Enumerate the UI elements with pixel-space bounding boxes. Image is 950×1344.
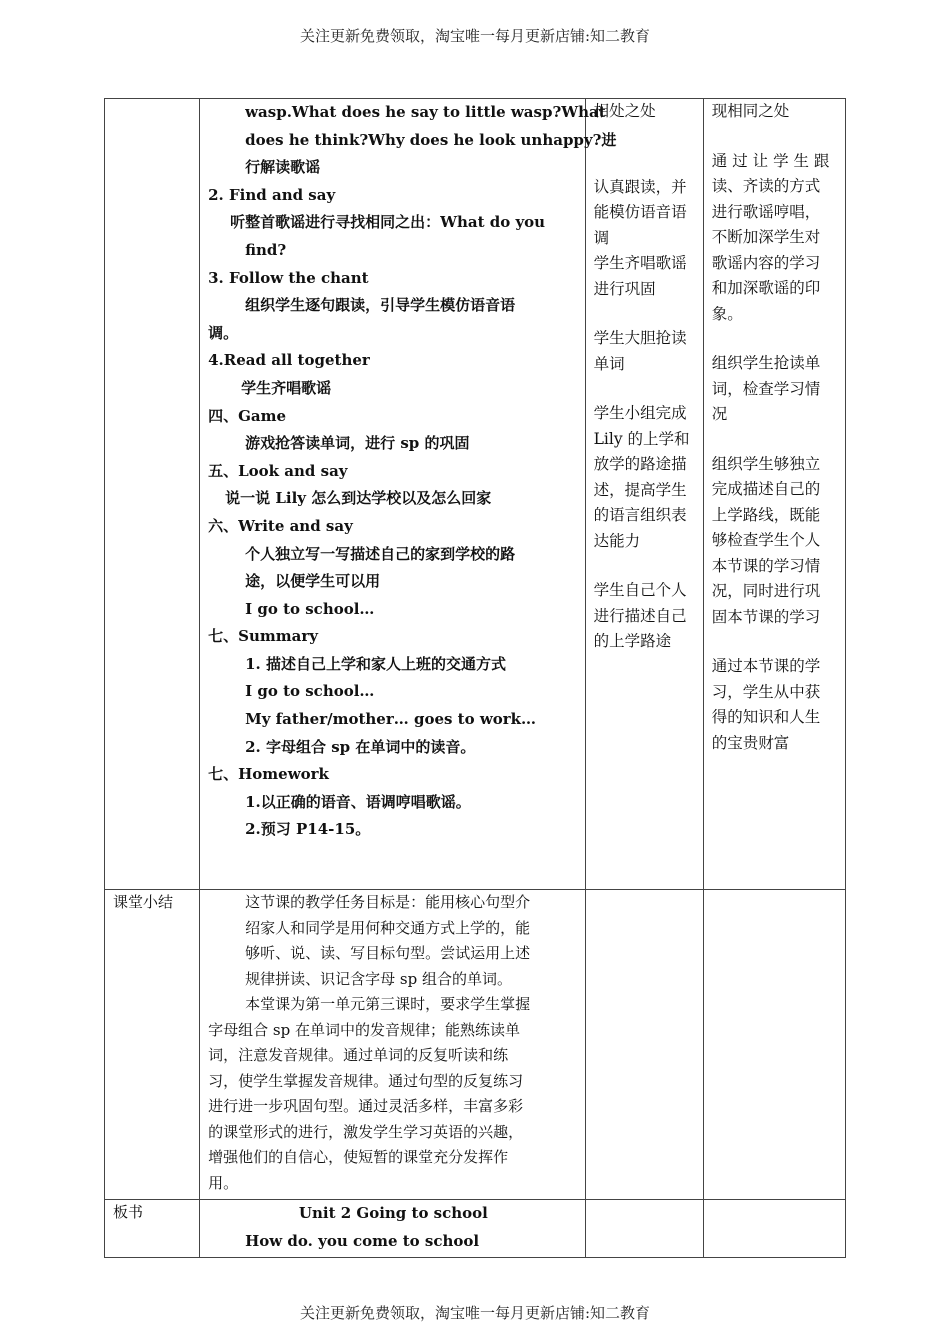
- process-line: 调。: [208, 323, 239, 342]
- student-line: 达能力: [593, 531, 641, 550]
- intent-line: 上学路线，既能: [711, 505, 821, 524]
- process-line: I go to school…: [245, 682, 375, 701]
- intent-line: 组织学生够独立: [711, 454, 821, 473]
- intent-line: 象。: [711, 304, 743, 323]
- intent-line: 现相同之处: [711, 102, 790, 120]
- process-line: 2.预习 P14-15。: [245, 820, 371, 839]
- process-heading: 五、Look and say: [208, 461, 348, 480]
- intent-line: 习，学生从中获: [711, 682, 821, 701]
- summary-line: 习，使学生掌握发音规律。通过句型的反复练习: [208, 1071, 524, 1090]
- student-line: 进行描述自己: [593, 606, 687, 625]
- intent-line: 读、齐读的方式: [711, 177, 821, 195]
- intent-line: 组织学生抢读单: [711, 354, 821, 372]
- process-line: find?: [245, 240, 287, 259]
- student-line: 的语言组织表: [593, 506, 687, 524]
- process-heading: 四、Game: [208, 406, 287, 425]
- process-line: does he think?Why does he look unhappy?进: [245, 130, 617, 149]
- summary-empty-cell: [585, 890, 703, 1200]
- student-activity-cell: [585, 99, 703, 890]
- student-line: 进行巩固: [593, 279, 656, 298]
- process-line: 说一说 Lily 怎么到达学校以及怎么回家: [225, 489, 492, 508]
- summary-line: 字母组合 sp 在单词中的发音规律；能熟练读单: [208, 1020, 520, 1039]
- student-line: 放学的路途描: [593, 455, 687, 473]
- board-title: Unit 2 Going to school: [298, 1204, 488, 1222]
- process-heading: 4.Read all together: [208, 351, 370, 370]
- process-line: I go to school…: [245, 599, 375, 618]
- lesson-plan-table: [104, 98, 846, 1258]
- process-line: My father/mother… goes to work…: [245, 710, 537, 729]
- intent-line: 完成描述自己的: [711, 480, 821, 498]
- intent-line: 不断加深学生对: [711, 228, 821, 246]
- process-line: wasp.What does he say to little wasp?What: [245, 103, 606, 121]
- summary-line: 词，注意发音规律。通过单词的反复听读和练: [208, 1046, 509, 1064]
- intent-line: 得的知识和人生: [711, 708, 821, 726]
- student-line: Lily 的上学和: [593, 429, 690, 448]
- process-line: 2. 字母组合 sp 在单词中的读音。: [245, 737, 476, 756]
- student-line: 述，提高学生: [593, 480, 687, 499]
- student-line: 单词: [593, 354, 625, 373]
- page-header: 关注更新免费领取，淘宝唯一每月更新店铺:知二教育: [299, 27, 651, 45]
- process-line: 听整首歌谣进行寻找相同之出：What do you: [230, 213, 546, 232]
- summary-line: 够听、说、读、写目标句型。尝试运用上述: [245, 944, 531, 962]
- process-line: 游戏抢答读单词，进行 sp 的巩固: [245, 434, 470, 453]
- process-heading: 2. Find and say: [208, 185, 336, 204]
- process-line: 组织学生逐句跟读，引导学生模仿语音语: [245, 296, 516, 315]
- process-heading: 七、Homework: [208, 765, 329, 784]
- design-intent-cell: [703, 99, 845, 890]
- page-footer: 关注更新免费领取，淘宝唯一每月更新店铺:知二教育: [299, 1304, 651, 1322]
- board-empty-cell: [703, 1200, 845, 1258]
- summary-line: 增强他们的自信心，使短暂的课堂充分发挥作: [208, 1148, 509, 1166]
- student-line: 调: [593, 228, 610, 247]
- process-heading: 七、Summary: [208, 627, 318, 646]
- summary-line: 本堂课为第一单元第三课时，要求学生掌握: [245, 995, 531, 1013]
- student-line: 学生大胆抢读: [593, 329, 687, 347]
- process-heading: 3. Follow the chant: [208, 268, 369, 287]
- summary-line: 用。: [208, 1173, 239, 1192]
- process-row: [105, 99, 846, 890]
- intent-line: 歌谣内容的学习: [711, 253, 821, 272]
- summary-empty-cell: [703, 890, 845, 1200]
- intent-line: 况: [711, 405, 728, 423]
- student-line: 学生齐唱歌谣: [593, 254, 687, 272]
- process-line: 行解读歌谣: [245, 158, 321, 177]
- intent-line: 够检查学生个人: [711, 531, 821, 549]
- summary-line: 这节课的教学任务目标是：能用核心句型介: [245, 893, 531, 911]
- board-empty-cell: [585, 1200, 703, 1258]
- summary-row: [105, 890, 846, 1200]
- student-line: 能模仿语音语: [593, 203, 687, 221]
- summary-line: 绍家人和同学是用何种交通方式上学的，能: [245, 918, 531, 937]
- student-line: 学生小组完成: [593, 404, 687, 422]
- summary-label-cell: [105, 890, 200, 1200]
- intent-line: 本节课的学习情: [711, 556, 821, 575]
- board-line: How do. you come to school: [245, 1231, 480, 1250]
- student-line: 相处之处: [593, 102, 656, 120]
- summary-label: 课堂小结: [113, 893, 174, 911]
- process-line: 1.以正确的语音、语调哼唱歌谣。: [245, 792, 471, 811]
- process-line: 途，以便学生可以用: [245, 572, 381, 591]
- intent-line: 固本节课的学习: [711, 607, 821, 626]
- process-line: 1. 描述自己上学和家人上班的交通方式: [245, 654, 507, 673]
- summary-text-cell: [200, 890, 586, 1200]
- summary-line: 的课堂形式的进行，激发学生学习英语的兴趣，: [208, 1122, 524, 1141]
- process-line: 学生齐唱歌谣: [241, 378, 332, 397]
- intent-line: 通过本节课的学: [711, 657, 821, 675]
- intent-line: 词，检查学习情: [711, 379, 821, 398]
- intent-line: 通 过 让 学 生 跟: [711, 151, 830, 170]
- intent-line: 的宝贵财富: [711, 733, 790, 752]
- row-label-cell: [105, 99, 200, 890]
- board-row: [105, 1200, 846, 1258]
- student-line: 的上学路途: [593, 632, 672, 650]
- summary-line: 进行进一步巩固句型。通过灵活多样，丰富多彩: [208, 1097, 524, 1115]
- board-content-cell: [200, 1200, 586, 1258]
- intent-line: 进行歌谣哼唱，: [711, 202, 821, 221]
- student-line: 认真跟读，并: [593, 177, 687, 196]
- process-line: 个人独立写一写描述自己的家到学校的路: [245, 544, 516, 563]
- process-heading: 六、Write and say: [208, 516, 353, 535]
- board-label: 板书: [113, 1203, 144, 1221]
- intent-line: 和加深歌谣的印: [711, 279, 821, 297]
- summary-line: 规律拼读、识记含字母 sp 组合的单词。: [245, 969, 512, 988]
- board-label-cell: [105, 1200, 200, 1258]
- student-line: 学生自己个人: [593, 581, 687, 599]
- intent-line: 况，同时进行巩: [711, 582, 821, 600]
